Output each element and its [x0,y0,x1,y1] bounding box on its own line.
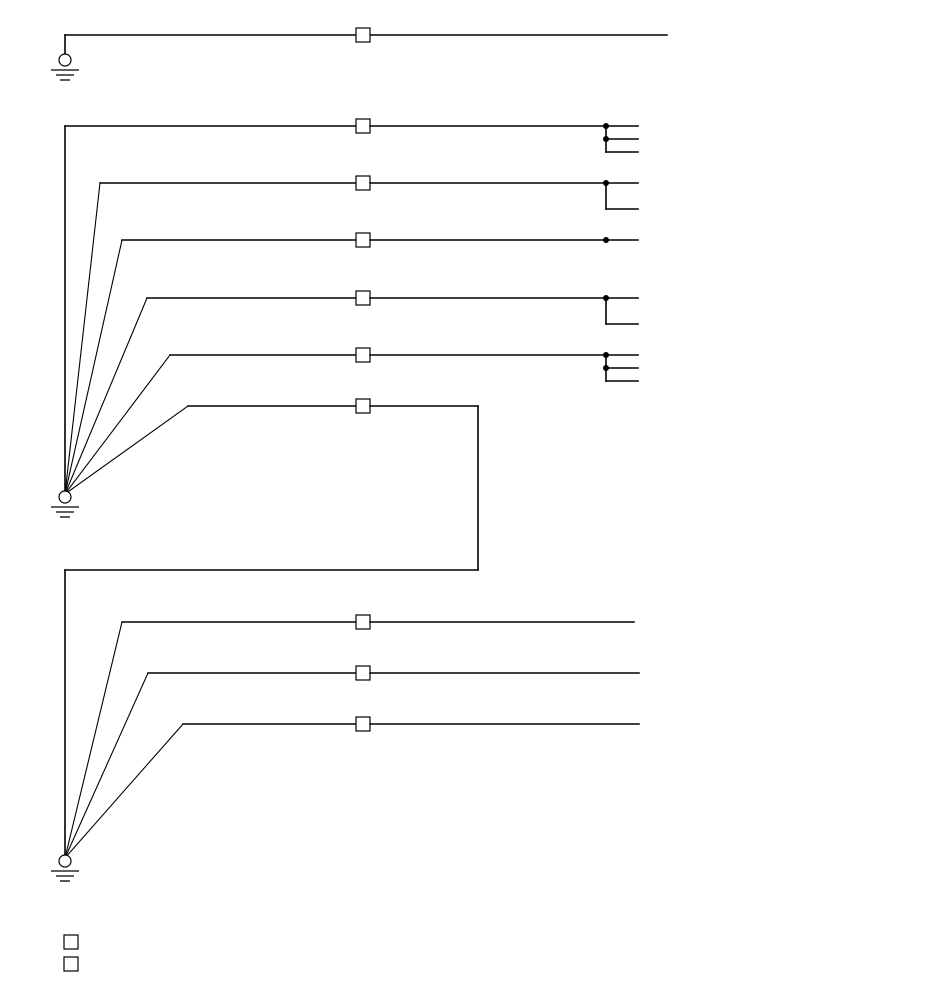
circuit-top [51,28,667,80]
ground-bottom-node [59,855,71,867]
wire-fan-row-2 [65,183,100,494]
legend-terminal-2[interactable] [64,957,78,971]
terminal-2[interactable] [356,176,370,190]
load-group-4 [603,295,638,324]
ground-middle-node [59,491,71,503]
ground-middle [51,491,79,517]
wire-fan-row-9 [65,724,183,858]
legend-terminals [64,935,78,971]
terminal-7[interactable] [356,615,370,629]
circuit-bottom [51,615,639,881]
ground-top [51,54,79,80]
load-group-5 [603,352,638,381]
load-group-2 [603,180,638,209]
wire-fan-row-8 [65,673,148,858]
load-group-3 [603,237,638,243]
terminal-1[interactable] [356,119,370,133]
legend-terminal-1[interactable] [64,935,78,949]
terminal-0[interactable] [356,28,370,42]
ground-top-node [59,54,71,66]
terminal-9[interactable] [356,717,370,731]
ground-bottom [51,855,79,881]
load-group-1 [603,123,638,152]
terminal-3[interactable] [356,233,370,247]
terminal-4[interactable] [356,291,370,305]
circuit-middle [51,119,638,517]
wire-fan-row-7 [65,622,122,858]
terminal-5[interactable] [356,348,370,362]
terminal-6[interactable] [356,399,370,413]
terminal-8[interactable] [356,666,370,680]
